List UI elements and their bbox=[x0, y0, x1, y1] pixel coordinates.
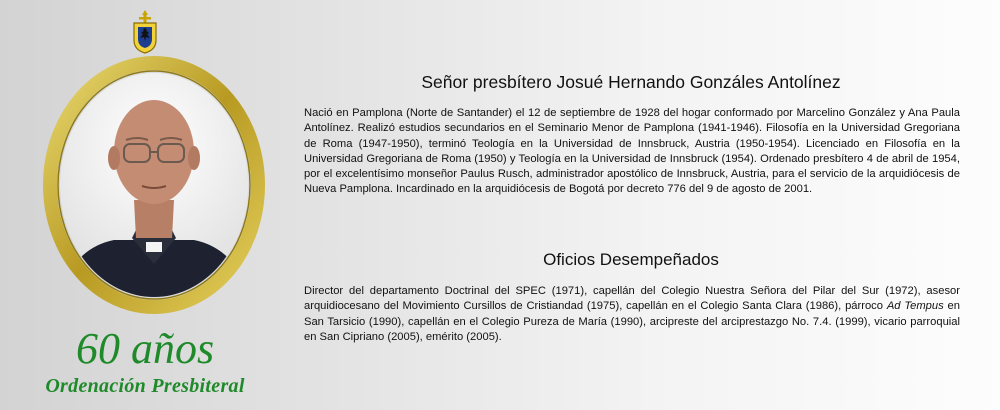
biography-panel bbox=[300, 0, 972, 410]
offices-text-part-1: Director del departamento Doctrinal del SPEC (1971), capellán del Colegio Nuestra Señora del Pilar del Sur (1972), asesor arquidiocesano del Movimiento Cursillos de Cristiandad (1975), capellán en el Colegio Santa Clara (1986), párroco bbox=[304, 285, 960, 313]
portrait-photo bbox=[34, 50, 274, 320]
page-title: Señor presbítero Josué Hernando Gonzáles Antolínez bbox=[421, 72, 841, 92]
offices-text-part-2: en San Tarsicio (1990), capellán en el Colegio Pureza de María (1990), arcipreste del arciprestazgo No. 7.4. (1999), vicario parroquial en San Cipriano (2005), emérito (2005). bbox=[304, 300, 960, 343]
anniversary-years: 60 años bbox=[75, 324, 215, 373]
anniversary-caption: Ordenación Presbiteral bbox=[45, 375, 245, 397]
offices-heading: Oficios Desempeñados bbox=[543, 250, 719, 269]
biography-text: Nació en Pamplona (Norte de Santander) el 12 de septiembre de 1928 del hogar conformado por Marcelino González y Ana Paula Antolínez. Realizó estudios secundarios en el Seminario Menor de Pamplona (1941-1946). Filosofía en la Universidad Gregoriana de Roma (1947-1950), terminó Teología en la Universidad de Innsbruck, Austria (1950-1954). Licenciado en Filosofía en la Universidad Gregoriana de Roma (1950) y Teología en la Universidad de Innsbruck (1954). Ordenado presbítero 4 de abril de 1954, por el excelentísimo monseñor Paulus Rusch, administrador apostólico de Innsbruck, Austria, para el servicio de la arquidiócesis de Nueva Pamplona. Incardinado en la arquidiócesis de Bogotá por decreto 776 del 9 de agosto de 2001. bbox=[304, 107, 960, 196]
portrait-panel bbox=[0, 0, 300, 410]
offices-text-italic: Ad Tempus bbox=[886, 300, 944, 313]
coat-of-arms-icon bbox=[132, 10, 158, 54]
offices-text bbox=[304, 284, 960, 345]
portrait-oval-frame bbox=[34, 50, 274, 320]
